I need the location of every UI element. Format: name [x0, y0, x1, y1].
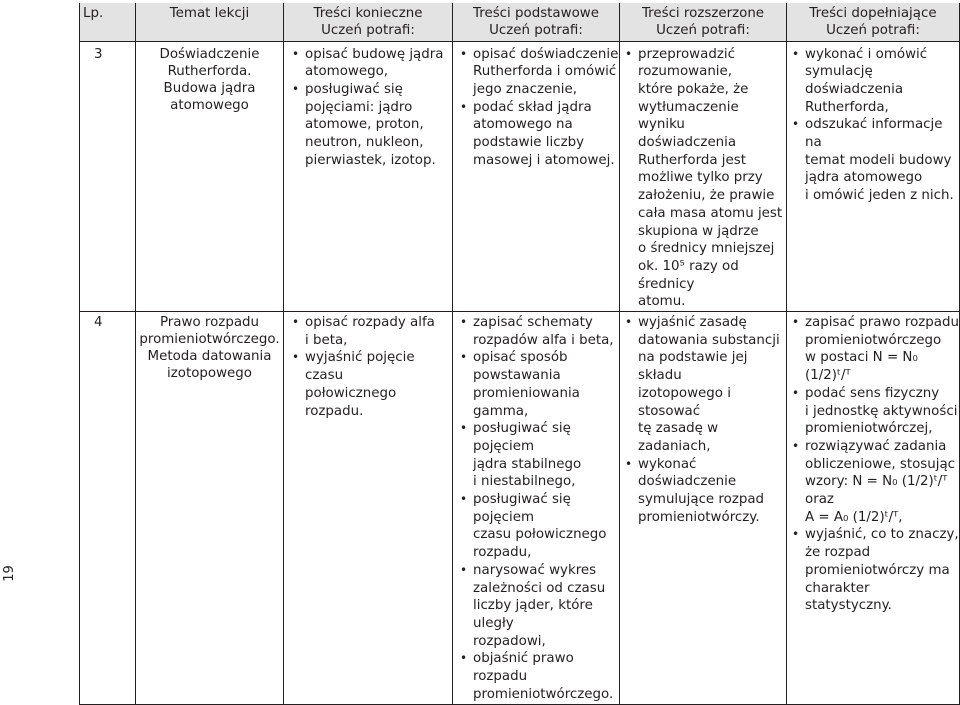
curriculum-table: [79, 3, 960, 705]
list-item-text: wyjaśnić pojęcie czasu połowicznego rozpadu.: [305, 350, 415, 419]
table-header-row: [80, 3, 960, 41]
bullet-icon: •: [460, 46, 468, 61]
row-lp: 3: [80, 41, 136, 312]
list-item: [455, 562, 619, 651]
list-item: [787, 526, 959, 615]
bullet-icon: •: [792, 46, 800, 61]
list-item-text: opisać doświadczenie Rutherforda i omówić jego znaczenie,: [473, 46, 619, 97]
list-item-text: posługiwać się pojęciami: jądro atomowe, proton, neutron, nukleon, pierwiastek, izotop.: [305, 81, 436, 168]
list-item-text: odszukać informacje na temat modeli budowy jądra atomowego i omówić jeden z nich.: [805, 117, 954, 204]
cell-rozszerzone: [620, 312, 787, 704]
list-item-text: wyjaśnić, co to znaczy, że rozpad promieniotwórczy ma charakter statystyczny.: [805, 527, 959, 614]
list-item-text: objaśnić prawo rozpadu promieniotwórczego.: [473, 651, 614, 702]
list-item-text: podać sens fizyczny i jednostkę aktywności promieniotwórczej,: [805, 385, 958, 437]
list-item-text: opisać budowę jądra atomowego,: [305, 46, 444, 80]
bullet-icon: •: [792, 315, 800, 330]
list-item-text: zapisać prawo rozpadu promieniotwórczego w postaci N = N₀ (1/2)ᵗ/ᵀ: [805, 315, 959, 384]
bullet-icon: •: [625, 46, 633, 61]
bullet-icon: •: [292, 81, 300, 96]
cell-rozszerzone: [620, 41, 787, 312]
list-item: [787, 116, 959, 205]
list-item: [620, 456, 786, 527]
list-item-text: opisać sposób powstawania promieniowania gamma,: [473, 350, 580, 419]
list-item: [787, 438, 959, 527]
list-item: [455, 420, 619, 491]
list-item-text: opisać rozpady alfa i beta,: [305, 315, 435, 348]
list-item-text: posługiwać się pojęciem jądra stabilnego i niestabilnego,: [473, 421, 582, 490]
page-number: 19: [1, 564, 17, 582]
cell-konieczne: [284, 312, 453, 704]
list-item: [455, 99, 619, 170]
header-dopelniajace: Treści dopełniające Uczeń potrafi:: [787, 3, 960, 41]
header-topic: Temat lekcji: [136, 3, 284, 41]
list-item: [455, 46, 619, 99]
bullet-icon: •: [792, 117, 800, 132]
cell-podstawowe: [453, 41, 620, 312]
bullet-icon: •: [292, 46, 300, 61]
list-item: [287, 46, 452, 81]
bullet-icon: •: [460, 421, 468, 436]
header-konieczne: Treści konieczne Uczeń potrafi:: [284, 3, 453, 41]
bullet-icon: •: [460, 651, 468, 666]
list-item: [455, 650, 619, 703]
list-item-text: zapisać schematy rozpadów alfa i beta,: [473, 315, 614, 348]
row-topic: Prawo rozpadu promieniotwórczego. Metoda datowania izotopowego: [136, 312, 284, 704]
list-item: [787, 314, 959, 385]
list-item-text: wykonać doświadczenie symulujące rozpad promieniotwórczy.: [638, 456, 765, 525]
cell-dopelniajace: [787, 312, 960, 704]
list-item: [287, 349, 452, 420]
bullet-icon: •: [460, 315, 468, 330]
list-item: [620, 314, 786, 456]
cell-konieczne: [284, 41, 453, 312]
bullet-icon: •: [792, 527, 800, 542]
bullet-icon: •: [792, 438, 800, 453]
header-rozszerzone: Treści rozszerzone Uczeń potrafi:: [620, 3, 787, 41]
bullet-icon: •: [625, 456, 633, 471]
list-item: [455, 314, 619, 349]
cell-podstawowe: [453, 312, 620, 704]
list-item-text: narysować wykres zależności od czasu liczby jąder, które uległy rozpadowi,: [473, 562, 606, 649]
row-lp: 4: [80, 312, 136, 704]
list-item-text: przeprowadzić rozumowanie, które pokaże, że wytłumaczenie wyniku doświadczenia Rutherforda jest możliwe tylko przy założeniu, że prawie cała masa atomu jest skupiona w jądrze o średnicy mniejszej ok. 10⁵ razy od średnicy atomu.: [638, 46, 783, 310]
table-row: [80, 41, 960, 312]
list-item-text: wyjaśnić zasadę datowania substancji na podstawie jej składu izotopowego i stosować tę zasadę w zadaniach,: [638, 315, 780, 454]
list-item: [287, 314, 452, 349]
bullet-icon: •: [792, 385, 800, 400]
bullet-icon: •: [460, 492, 468, 507]
list-item-text: posługiwać się pojęciem czasu połowicznego rozpadu,: [473, 492, 607, 561]
list-item-text: rozwiązywać zadania obliczeniowe, stosując wzory: N = N₀ (1/2)ᵗ/ᵀ oraz A = A₀ (1/2)ᵗ/ᵀ,: [805, 438, 956, 525]
list-item: [287, 81, 452, 170]
list-item-text: wykonać i omówić symulację doświadczenia Rutherforda,: [805, 46, 928, 115]
list-item: [787, 46, 959, 117]
bullet-icon: •: [460, 562, 468, 577]
bullet-icon: •: [292, 315, 300, 330]
list-item: [620, 46, 786, 312]
list-item-text: podać skład jądra atomowego na podstawie liczby masowej i atomowej.: [473, 99, 615, 168]
bullet-icon: •: [460, 350, 468, 365]
header-podstawowe: Treści podstawowe Uczeń potrafi:: [453, 3, 620, 41]
list-item: [455, 491, 619, 562]
header-lp: Lp.: [80, 3, 136, 41]
row-topic: Doświadczenie Rutherforda. Budowa jądra atomowego: [136, 41, 284, 312]
bullet-icon: •: [292, 350, 300, 365]
bullet-icon: •: [460, 99, 468, 114]
list-item: [455, 349, 619, 420]
cell-dopelniajace: [787, 41, 960, 312]
table-row: [80, 312, 960, 704]
bullet-icon: •: [625, 315, 633, 330]
list-item: [787, 385, 959, 438]
